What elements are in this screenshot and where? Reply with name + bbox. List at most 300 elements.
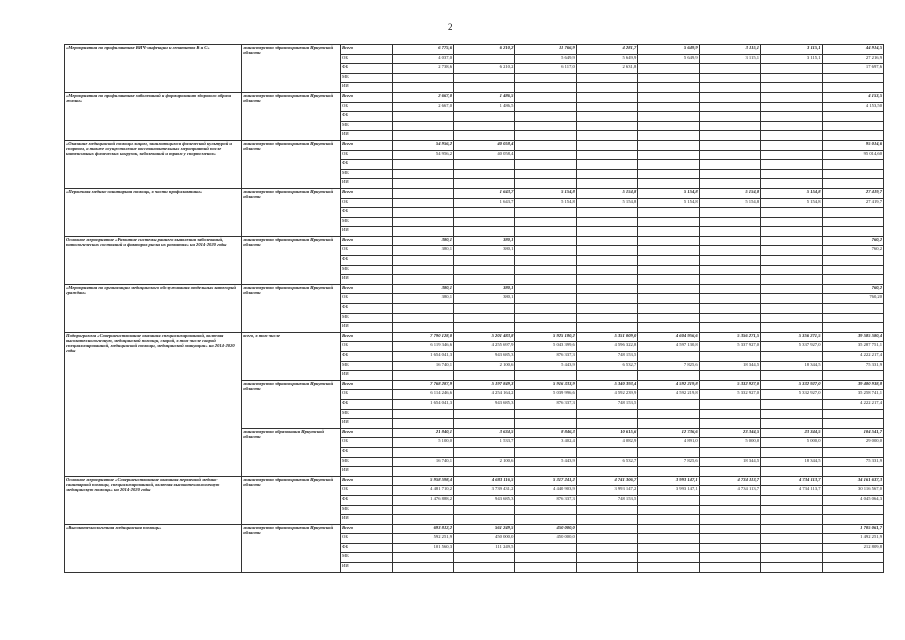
value-cell (761, 515, 822, 525)
value-cell: 5 351 009,0 (576, 332, 637, 342)
value-cell: 40 058,4 (454, 150, 515, 160)
executor-name: министерство здравоохранения Иркутской области (242, 45, 341, 93)
value-cell (638, 83, 699, 93)
value-cell (761, 246, 822, 256)
total-cell: 75 331,9 (822, 457, 883, 467)
value-cell: 5 916 333,9 (515, 380, 576, 390)
funding-source: ФБ (341, 64, 393, 74)
total-cell: 29 000,0 (822, 438, 883, 448)
value-cell (699, 447, 760, 457)
value-cell: 1 533,7 (454, 438, 515, 448)
value-cell (454, 160, 515, 170)
funding-source: ОБ (341, 534, 393, 544)
value-cell (515, 112, 576, 122)
value-cell (761, 447, 822, 457)
value-cell (699, 73, 760, 83)
value-cell: 450 000,0 (515, 524, 576, 534)
value-cell (576, 236, 637, 246)
funding-source: ОБ (341, 102, 393, 112)
value-cell: 16 740,1 (392, 361, 453, 371)
funding-source: ИИ (341, 563, 393, 573)
activity-name: Подпрограмма «Совершенствование оказания специализированной, включая высокотехнологичную, медицинской помощи, скорой, в том числе скорой специализированной, медицинской помощи, медицинской эвакуации» на 2014-2020 годы (65, 332, 242, 476)
funding-source: МБ (341, 121, 393, 131)
total-cell: 104 541,7 (822, 428, 883, 438)
value-cell (392, 265, 453, 275)
total-cell (822, 447, 883, 457)
value-cell (761, 524, 822, 534)
value-cell (392, 371, 453, 381)
value-cell: 5 649,9 (576, 54, 637, 64)
value-cell (576, 294, 637, 304)
value-cell (699, 92, 760, 102)
value-cell (699, 112, 760, 122)
value-cell: 5 201 483,8 (454, 332, 515, 342)
value-cell: 18 344,5 (761, 457, 822, 467)
value-cell: 6 119 346,6 (392, 342, 453, 352)
value-cell (638, 467, 699, 477)
value-cell: 748 153,5 (576, 399, 637, 409)
funding-source: МБ (341, 73, 393, 83)
value-cell: 380,1 (392, 284, 453, 294)
value-cell: 2 667,0 (392, 102, 453, 112)
value-cell: 1 476 888,2 (392, 495, 453, 505)
value-cell (576, 409, 637, 419)
value-cell (638, 534, 699, 544)
total-cell (822, 73, 883, 83)
value-cell (392, 131, 453, 141)
value-cell (454, 217, 515, 227)
total-cell (822, 323, 883, 333)
executor-name: министерство здравоохранения Иркутской области (242, 284, 341, 332)
value-cell (515, 543, 576, 553)
value-cell: 5 154,8 (699, 188, 760, 198)
value-cell (454, 131, 515, 141)
table-row (65, 524, 884, 534)
value-cell: 4 734 113,7 (761, 476, 822, 486)
total-cell: 1 705 061,7 (822, 524, 883, 534)
value-cell (699, 304, 760, 314)
value-cell (454, 275, 515, 285)
value-cell: 380,1 (392, 294, 453, 304)
value-cell: 5 154,8 (761, 198, 822, 208)
value-cell (515, 131, 576, 141)
value-cell (515, 294, 576, 304)
value-cell (392, 160, 453, 170)
value-cell: 2 667,0 (392, 92, 453, 102)
activity-name: Основное мероприятие «Совершенствование оказания первичной медико-санитарной помощи, специализированной, включая высокотехнологичную медицинскую помощь» на 2014-2020 годы (65, 476, 242, 524)
value-cell: 5 332 927,0 (699, 380, 760, 390)
total-cell (822, 515, 883, 525)
value-cell (576, 313, 637, 323)
value-cell: 450 000,0 (454, 534, 515, 544)
value-cell (392, 198, 453, 208)
table-row (65, 236, 884, 246)
total-cell: 39 585 580,4 (822, 332, 883, 342)
value-cell (454, 515, 515, 525)
value-cell: 18 344,5 (699, 361, 760, 371)
value-cell (761, 169, 822, 179)
value-cell: 5 154,8 (638, 188, 699, 198)
value-cell: 380,1 (454, 236, 515, 246)
funding-source: Всего (341, 45, 393, 55)
value-cell: 5 340 393,4 (576, 380, 637, 390)
value-cell: 2 100,6 (454, 361, 515, 371)
table-row (65, 188, 884, 198)
total-cell (822, 467, 883, 477)
value-cell: 1 654 041,3 (392, 352, 453, 362)
value-cell (638, 419, 699, 429)
value-cell (515, 563, 576, 573)
value-cell: 5 443,9 (515, 457, 576, 467)
value-cell (699, 131, 760, 141)
value-cell (699, 352, 760, 362)
total-cell (822, 256, 883, 266)
funding-source: Всего (341, 524, 393, 534)
value-cell: 5 958 598,4 (392, 476, 453, 486)
total-cell: 4 222 217,4 (822, 352, 883, 362)
total-cell: 760,2 (822, 236, 883, 246)
value-cell (515, 217, 576, 227)
value-cell (515, 467, 576, 477)
value-cell (515, 447, 576, 457)
value-cell (576, 73, 637, 83)
value-cell (392, 409, 453, 419)
funding-source: МБ (341, 505, 393, 515)
value-cell: 40 058,4 (454, 140, 515, 150)
value-cell: 4 597 130,8 (638, 342, 699, 352)
value-cell: 5 154,8 (761, 188, 822, 198)
value-cell (392, 419, 453, 429)
value-cell (515, 73, 576, 83)
value-cell (454, 313, 515, 323)
value-cell: 7 825,6 (638, 457, 699, 467)
value-cell: 5 317 241,2 (515, 476, 576, 486)
value-cell (699, 83, 760, 93)
activity-name: «Первичная медико-санитарная помощь, в части профилактики» (65, 188, 242, 236)
value-cell (699, 208, 760, 218)
value-cell: 943 685,3 (454, 495, 515, 505)
executor-name: министерство здравоохранения Иркутской области (242, 476, 341, 524)
value-cell (761, 419, 822, 429)
value-cell (638, 236, 699, 246)
total-cell: 212 809,8 (822, 543, 883, 553)
total-cell (822, 160, 883, 170)
total-cell: 4 153,5 (822, 92, 883, 102)
value-cell: 3 634,5 (454, 428, 515, 438)
funding-source: ОБ (341, 54, 393, 64)
value-cell (699, 419, 760, 429)
value-cell (699, 265, 760, 275)
value-cell (515, 265, 576, 275)
value-cell: 943 685,3 (454, 399, 515, 409)
value-cell (576, 102, 637, 112)
total-cell: 34 161 637,3 (822, 476, 883, 486)
total-cell (822, 313, 883, 323)
value-cell (699, 371, 760, 381)
total-cell: 95 014,6 (822, 140, 883, 150)
value-cell (515, 121, 576, 131)
value-cell: 1 654 041,3 (392, 399, 453, 409)
total-cell: 4 222 217,4 (822, 399, 883, 409)
value-cell (515, 83, 576, 93)
value-cell: 561 249,5 (454, 524, 515, 534)
total-cell: 27 216,9 (822, 54, 883, 64)
value-cell (761, 505, 822, 515)
value-cell: 3 115,1 (699, 54, 760, 64)
value-cell (515, 304, 576, 314)
value-cell (699, 179, 760, 189)
value-cell (699, 284, 760, 294)
value-cell: 21 840,1 (392, 428, 453, 438)
value-cell (761, 140, 822, 150)
total-cell (822, 409, 883, 419)
value-cell (515, 409, 576, 419)
value-cell (515, 419, 576, 429)
total-cell (822, 563, 883, 573)
value-cell (576, 524, 637, 534)
value-cell (761, 294, 822, 304)
value-cell (761, 371, 822, 381)
executor-name: министерство образования Иркутской области (242, 428, 341, 476)
value-cell: 6 117,0 (515, 64, 576, 74)
total-cell: 17 697,6 (822, 64, 883, 74)
funding-source: ИИ (341, 131, 393, 141)
value-cell: 5 649,9 (638, 45, 699, 55)
page-number: 2 (448, 22, 453, 32)
value-cell (638, 495, 699, 505)
value-cell: 5 100,0 (392, 438, 453, 448)
value-cell: 5 154,8 (515, 188, 576, 198)
value-cell (576, 323, 637, 333)
value-cell (638, 515, 699, 525)
value-cell: 876 337,3 (515, 495, 576, 505)
value-cell (699, 553, 760, 563)
value-cell (699, 217, 760, 227)
value-cell: 876 337,3 (515, 352, 576, 362)
value-cell (515, 313, 576, 323)
value-cell (761, 73, 822, 83)
value-cell (576, 553, 637, 563)
value-cell (699, 543, 760, 553)
value-cell: 380,1 (392, 246, 453, 256)
value-cell (761, 304, 822, 314)
value-cell (761, 313, 822, 323)
funding-source: ОБ (341, 150, 393, 160)
value-cell (761, 323, 822, 333)
value-cell: 7 790 128,0 (392, 332, 453, 342)
funding-source: ИИ (341, 83, 393, 93)
value-cell (392, 323, 453, 333)
total-cell: 27 419,7 (822, 188, 883, 198)
value-cell (515, 179, 576, 189)
value-cell (454, 563, 515, 573)
value-cell (454, 179, 515, 189)
value-cell (638, 217, 699, 227)
value-cell (638, 524, 699, 534)
value-cell: 5 925 180,2 (515, 332, 576, 342)
value-cell (515, 371, 576, 381)
funding-source: ОБ (341, 486, 393, 496)
value-cell (699, 140, 760, 150)
value-cell (638, 112, 699, 122)
value-cell: 380,1 (454, 284, 515, 294)
total-cell: 4 045 064,3 (822, 495, 883, 505)
value-cell (638, 140, 699, 150)
value-cell (392, 515, 453, 525)
value-cell: 6 114 246,6 (392, 390, 453, 400)
funding-source: ИИ (341, 179, 393, 189)
executor-name: министерство здравоохранения Иркутской области (242, 188, 341, 236)
table-row (65, 92, 884, 102)
value-cell: 23 344,5 (761, 428, 822, 438)
total-cell (822, 169, 883, 179)
value-cell (761, 563, 822, 573)
value-cell: 5 356 271,5 (761, 332, 822, 342)
value-cell (576, 227, 637, 237)
value-cell (392, 73, 453, 83)
funding-source: МБ (341, 313, 393, 323)
funding-source: Всего (341, 476, 393, 486)
value-cell (454, 553, 515, 563)
value-cell (576, 140, 637, 150)
value-cell (638, 265, 699, 275)
value-cell (638, 275, 699, 285)
total-cell: 35 287 751,1 (822, 342, 883, 352)
value-cell (638, 323, 699, 333)
value-cell: 4 592 239,9 (576, 390, 637, 400)
funding-source: ФБ (341, 160, 393, 170)
value-cell: 4 592 219,8 (638, 390, 699, 400)
value-cell (761, 256, 822, 266)
value-cell (515, 323, 576, 333)
value-cell (576, 131, 637, 141)
value-cell (699, 467, 760, 477)
value-cell (699, 64, 760, 74)
value-cell (515, 169, 576, 179)
funding-source: ФБ (341, 399, 393, 409)
value-cell (761, 102, 822, 112)
value-cell (392, 553, 453, 563)
value-cell (576, 505, 637, 515)
value-cell (761, 495, 822, 505)
value-cell (515, 208, 576, 218)
total-cell (822, 265, 883, 275)
value-cell (576, 150, 637, 160)
funding-source: Всего (341, 140, 393, 150)
value-cell: 4 037,0 (392, 54, 453, 64)
value-cell (699, 169, 760, 179)
activity-name: «Оказание медицинской помощи лицам, занимающимся физической культурой и спортом, а также осуществление восстановительных мероприятий после интенсивных физических нагрузок, заболеваний и травм у спортсменов» (65, 140, 242, 188)
value-cell (638, 409, 699, 419)
value-cell: 4 734 113,7 (761, 486, 822, 496)
value-cell (761, 179, 822, 189)
funding-source: ИИ (341, 419, 393, 429)
value-cell: 1 486,5 (454, 102, 515, 112)
value-cell (515, 553, 576, 563)
value-cell: 5 154,8 (515, 198, 576, 208)
value-cell (638, 447, 699, 457)
value-cell: 54 956,2 (392, 140, 453, 150)
value-cell: 6 210,2 (454, 45, 515, 55)
funding-source: ФБ (341, 304, 393, 314)
value-cell (454, 467, 515, 477)
value-cell (454, 208, 515, 218)
table-row (65, 140, 884, 150)
value-cell: 4 255 697,9 (454, 342, 515, 352)
value-cell: 4 592 219,8 (638, 380, 699, 390)
value-cell (576, 543, 637, 553)
value-cell (576, 467, 637, 477)
value-cell (515, 140, 576, 150)
value-cell (761, 399, 822, 409)
value-cell (699, 495, 760, 505)
value-cell (638, 131, 699, 141)
value-cell: 380,1 (454, 246, 515, 256)
value-cell (576, 169, 637, 179)
value-cell (699, 515, 760, 525)
funding-source: МБ (341, 217, 393, 227)
value-cell (576, 265, 637, 275)
value-cell: 4 481 710,2 (392, 486, 453, 496)
value-cell (761, 217, 822, 227)
value-cell (454, 256, 515, 266)
value-cell (454, 447, 515, 457)
total-cell (822, 131, 883, 141)
value-cell (761, 352, 822, 362)
value-cell: 4 734 113,7 (699, 486, 760, 496)
value-cell: 3 115,1 (699, 45, 760, 55)
value-cell (761, 92, 822, 102)
value-cell (454, 304, 515, 314)
total-cell (822, 112, 883, 122)
value-cell: 5 043 399,6 (515, 342, 576, 352)
value-cell (638, 121, 699, 131)
funding-source: ОБ (341, 390, 393, 400)
value-cell (699, 236, 760, 246)
value-cell (515, 92, 576, 102)
value-cell (392, 304, 453, 314)
executor-name: министерство здравоохранения Иркутской области (242, 380, 341, 428)
value-cell (638, 256, 699, 266)
value-cell: 5 337 927,0 (761, 342, 822, 352)
value-cell (576, 447, 637, 457)
value-cell: 23 344,5 (699, 428, 760, 438)
total-cell: 1 492 251,9 (822, 534, 883, 544)
funding-source: ОБ (341, 438, 393, 448)
funding-source: ИИ (341, 515, 393, 525)
value-cell (515, 102, 576, 112)
value-cell (515, 150, 576, 160)
value-cell: 4 254 164,2 (454, 390, 515, 400)
value-cell (638, 92, 699, 102)
value-cell (761, 467, 822, 477)
value-cell (392, 112, 453, 122)
value-cell (761, 409, 822, 419)
value-cell: 2 100,6 (454, 457, 515, 467)
value-cell (576, 515, 637, 525)
value-cell: 380,1 (392, 236, 453, 246)
value-cell (638, 284, 699, 294)
funding-source: ОБ (341, 198, 393, 208)
value-cell: 4 741 306,7 (576, 476, 637, 486)
value-cell (699, 102, 760, 112)
funding-source: МБ (341, 457, 393, 467)
value-cell (761, 160, 822, 170)
funding-source: ФБ (341, 256, 393, 266)
funding-source: Всего (341, 92, 393, 102)
table-row (65, 45, 884, 55)
value-cell: 3 993 147,2 (576, 486, 637, 496)
